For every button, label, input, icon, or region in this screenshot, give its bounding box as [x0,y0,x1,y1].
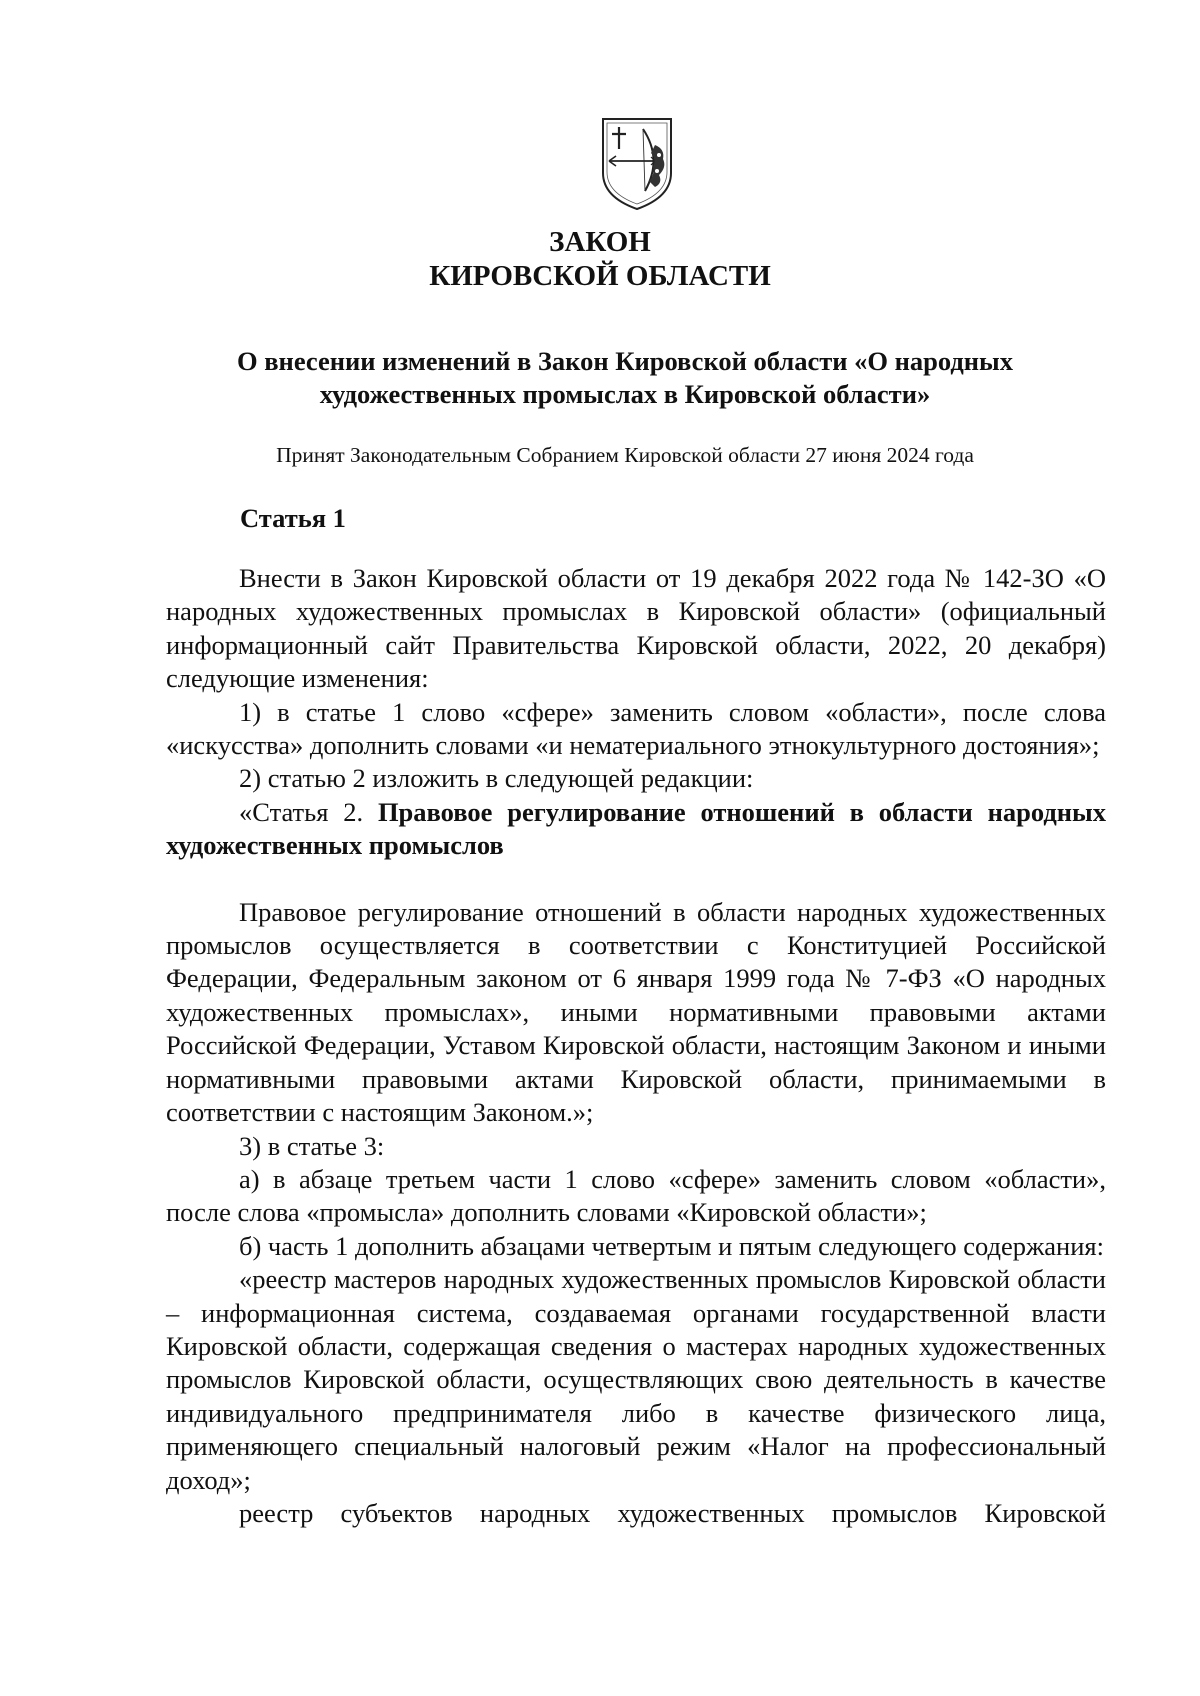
registry-masters-definition: «реестр мастеров народных художественных промыслов Кировской области – информационная система, создаваемая органами государственной власти Кировской области, содержащая сведения о мастерах народных художественных промыслов Кировской области, осуществляющих свою деятельность в качестве индивидуального предпринимателя либо в качестве физического лица, применяющего специальный налоговый режим «Налог на профессиональный доход»; [166,1264,1106,1495]
new-article-title: Правовое регулирование отношений в области народных художественных промыслов [166,796,1106,861]
amendment-item-3: 3) в статье 3: [239,1130,385,1161]
registry-subjects-definition: реестр субъектов народных художественных промыслов Кировской [239,1497,1106,1528]
adoption-note: Принят Законодательным Собранием Кировской области 27 июня 2024 года [276,443,974,467]
article-heading: Статья 1 [240,503,346,533]
amendment-item-1: 1) в статье 1 слово «сфере» заменить словом «области», после слова «искусства» дополнить словами «и нематериального этнокультурного достояния»; [166,696,1106,761]
new-article-heading [166,796,1106,863]
article-intro-paragraph: Внести в Закон Кировской области от 19 декабря 2022 года № 142-ЗО «О народных художественных промыслах в Кировской области» (официальный информационный сайт Правительства Кировской области, 2022, 20 декабря) следующие изменения: [166,563,1106,694]
new-article-text: Правовое регулирование отношений в области народных художественных промыслов осуществляется в соответствии с Конституцией Российской Федерации, Федеральным законом от 6 января 1999 года № 7-ФЗ «О народных художественных промыслах», иными нормативными правовыми актами Российской Федерации, Уставом Кировской области, настоящим Законом и иными нормативными правовыми актами Кировской области, принимаемыми в соответствии с настоящим Законом.»; [166,896,1106,1128]
amendment-item-3b: б) часть 1 дополнить абзацами четвертым и пятым следующего содержания: [239,1230,1104,1261]
document-type-title: ЗАКОН [549,226,651,258]
article-body [166,562,1106,1530]
law-subtitle-line-1: О внесении изменений в Закон Кировской области «О народных [237,346,1013,376]
new-article-prefix: «Статья 2. [239,796,364,827]
law-subtitle-line-2: художественных промыслах в Кировской области» [319,379,931,409]
amendment-item-2: 2) статью 2 изложить в следующей редакции: [239,763,754,794]
amendment-item-3a: а) в абзаце третьем части 1 слово «сфере» заменить словом «области», после слова «промысла» дополнить словами «Кировской области»; [166,1163,1106,1228]
kirov-coat-of-arms-icon [597,115,677,213]
document-region-title: КИРОВСКОЙ ОБЛАСТИ [429,260,771,292]
